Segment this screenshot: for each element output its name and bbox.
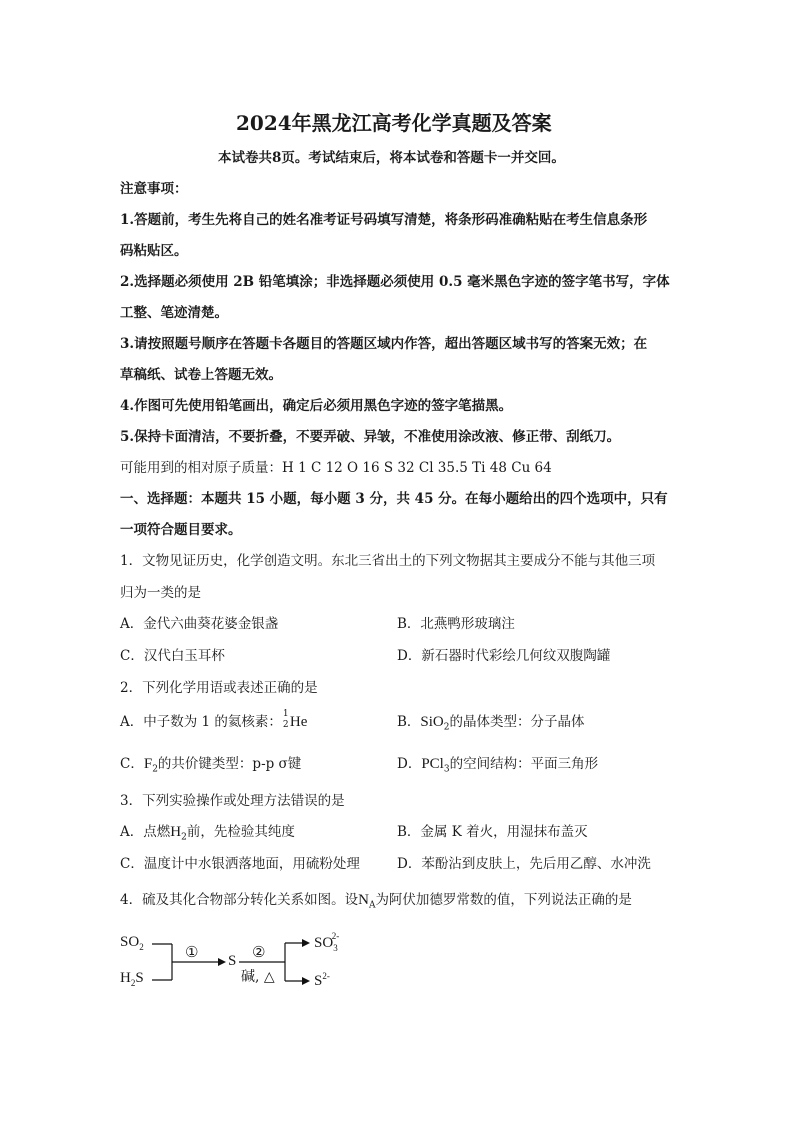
sulfite-label bbox=[314, 933, 345, 953]
avogadro-symbol: N bbox=[358, 892, 369, 908]
question-2-option-b bbox=[397, 710, 585, 733]
element-symbol: He bbox=[289, 714, 308, 730]
sulfur-label: S bbox=[228, 953, 237, 969]
formula: H bbox=[170, 824, 182, 840]
notice-item-5: 5.保持卡面清洁，不要折叠，不要弄破、异皱，不准使用涂改液、修正带、刮纸刀。 bbox=[120, 429, 621, 445]
notice-item-4: 4.作图可先使用铅笔画出，确定后必须用黑色字迹的签字笔描黑。 bbox=[120, 398, 513, 414]
question-1-option-a: A．金代六曲葵花婆金银盏 bbox=[120, 616, 279, 632]
question-1-stem-cont: 归为一类的是 bbox=[120, 585, 201, 601]
question-3-stem: 3．下列实验操作或处理方法错误的是 bbox=[120, 793, 345, 809]
question-1-option-b: B．北燕鸭形玻璃注 bbox=[397, 616, 515, 632]
option-text: 前，先检验其纯度 bbox=[186, 824, 295, 840]
question-2-option-d bbox=[397, 752, 598, 775]
question-2-option-a bbox=[120, 710, 307, 731]
question-1-option-c: C．汉代白玉耳杯 bbox=[120, 648, 225, 664]
mass-number: 1 bbox=[282, 708, 289, 719]
subscript: A bbox=[368, 900, 376, 911]
question-3-option-a bbox=[120, 820, 295, 843]
question-3-option-c: C．温度计中水银洒落地面，用硫粉处理 bbox=[120, 856, 360, 872]
step-2-marker: ② bbox=[252, 943, 266, 961]
section-heading: 一、选择题：本题共 15 小题，每小题 3 分，共 45 分。在每小题给出的四个选项中，只有 bbox=[120, 491, 668, 507]
formula: SiO bbox=[420, 714, 444, 730]
question-2-option-c bbox=[120, 752, 301, 775]
notice-item-2: 2.选择题必须使用 2B 铅笔填涂；非选择题必须使用 0.5 毫米黑色字迹的签字笔书写，字体 bbox=[120, 274, 670, 290]
subscript: 2 bbox=[130, 978, 136, 988]
so2-label bbox=[120, 934, 144, 952]
formula: F bbox=[143, 756, 153, 772]
notice-item-3-cont: 草稿纸、试卷上答题无效。 bbox=[120, 367, 282, 383]
step-2-condition: 碱, △ bbox=[241, 969, 275, 985]
question-1-option-d: D．新石器时代彩绘几何纹双腹陶罐 bbox=[397, 648, 611, 664]
subscript: 3 bbox=[333, 943, 338, 953]
h2s-label bbox=[120, 970, 144, 988]
question-1-stem: 1．文物见证历史，化学创造文明。东北三省出土的下列文物据其主要成分不能与其他三项 bbox=[120, 553, 656, 569]
notice-item-3: 3.请按照题号顺序在答题卡各题目的答题区域内作答，超出答题区域书写的答案无效；在 bbox=[120, 336, 648, 352]
formula: PCl bbox=[421, 756, 444, 772]
formula: H bbox=[120, 970, 131, 986]
page-title: 2024年黑龙江高考化学真题及答案 bbox=[236, 111, 552, 135]
formula: SO bbox=[120, 934, 140, 950]
notice-item-1-cont: 码粘贴区。 bbox=[120, 243, 188, 259]
option-text: 的共价键类型：p-p σ键 bbox=[157, 756, 302, 772]
charge: 2- bbox=[331, 931, 340, 941]
formula: S bbox=[314, 973, 323, 989]
option-letter: B． bbox=[397, 714, 421, 730]
section-heading-cont: 一项符合题目要求。 bbox=[120, 522, 242, 538]
question-2-stem: 2．下列化学用语或表述正确的是 bbox=[120, 680, 318, 696]
question-3-option-b: B．金属 K 着火，用湿抹布盖灭 bbox=[397, 824, 588, 840]
option-letter: D． bbox=[397, 756, 422, 772]
option-text: A．点燃 bbox=[120, 824, 171, 840]
notice-item-1: 1.答题前，考生先将自己的姓名准考证号码填写清楚，将条形码准确粘贴在考生信息条形 bbox=[120, 212, 648, 228]
option-text: 的晶体类型：分子晶体 bbox=[449, 714, 585, 730]
formula: S bbox=[135, 970, 144, 986]
step-1-marker: ① bbox=[185, 943, 199, 961]
formula: SO bbox=[314, 935, 334, 951]
page-subtitle: 本试卷共8页。考试结束后，将本试卷和答题卡一并交回。 bbox=[218, 150, 565, 166]
question-4-stem bbox=[120, 888, 632, 911]
option-letter: C． bbox=[120, 756, 144, 772]
charge: 2- bbox=[322, 971, 330, 981]
subscript: 2 bbox=[152, 764, 158, 775]
nuclide-indices bbox=[282, 708, 290, 730]
sulfide-label bbox=[314, 971, 330, 990]
atomic-number: 2 bbox=[282, 719, 289, 730]
notice-item-2-cont: 工整、笔迹清楚。 bbox=[120, 305, 228, 321]
subscript: 2 bbox=[443, 722, 450, 733]
option-text: A．中子数为 1 的氦核素： bbox=[120, 714, 282, 730]
subscript: 2 bbox=[139, 942, 144, 952]
subscript: 2 bbox=[181, 832, 187, 843]
option-text: 的空间结构：平面三角形 bbox=[449, 756, 599, 772]
sulfur-conversion-scheme bbox=[115, 925, 355, 1000]
notice-heading: 注意事项： bbox=[120, 181, 188, 197]
atomic-masses: 可能用到的相对原子质量：H 1 C 12 O 16 S 32 Cl 35.5 Ti 48 Cu 64 bbox=[120, 460, 552, 476]
stem-text: 为阿伏加德罗常数的值，下列说法正确的是 bbox=[375, 892, 632, 908]
stem-text: 4．硫及其化合物部分转化关系如图。设 bbox=[120, 892, 359, 908]
question-3-option-d: D．苯酚沾到皮肤上，先后用乙醇、水冲洗 bbox=[397, 856, 651, 872]
subscript: 3 bbox=[443, 764, 450, 775]
